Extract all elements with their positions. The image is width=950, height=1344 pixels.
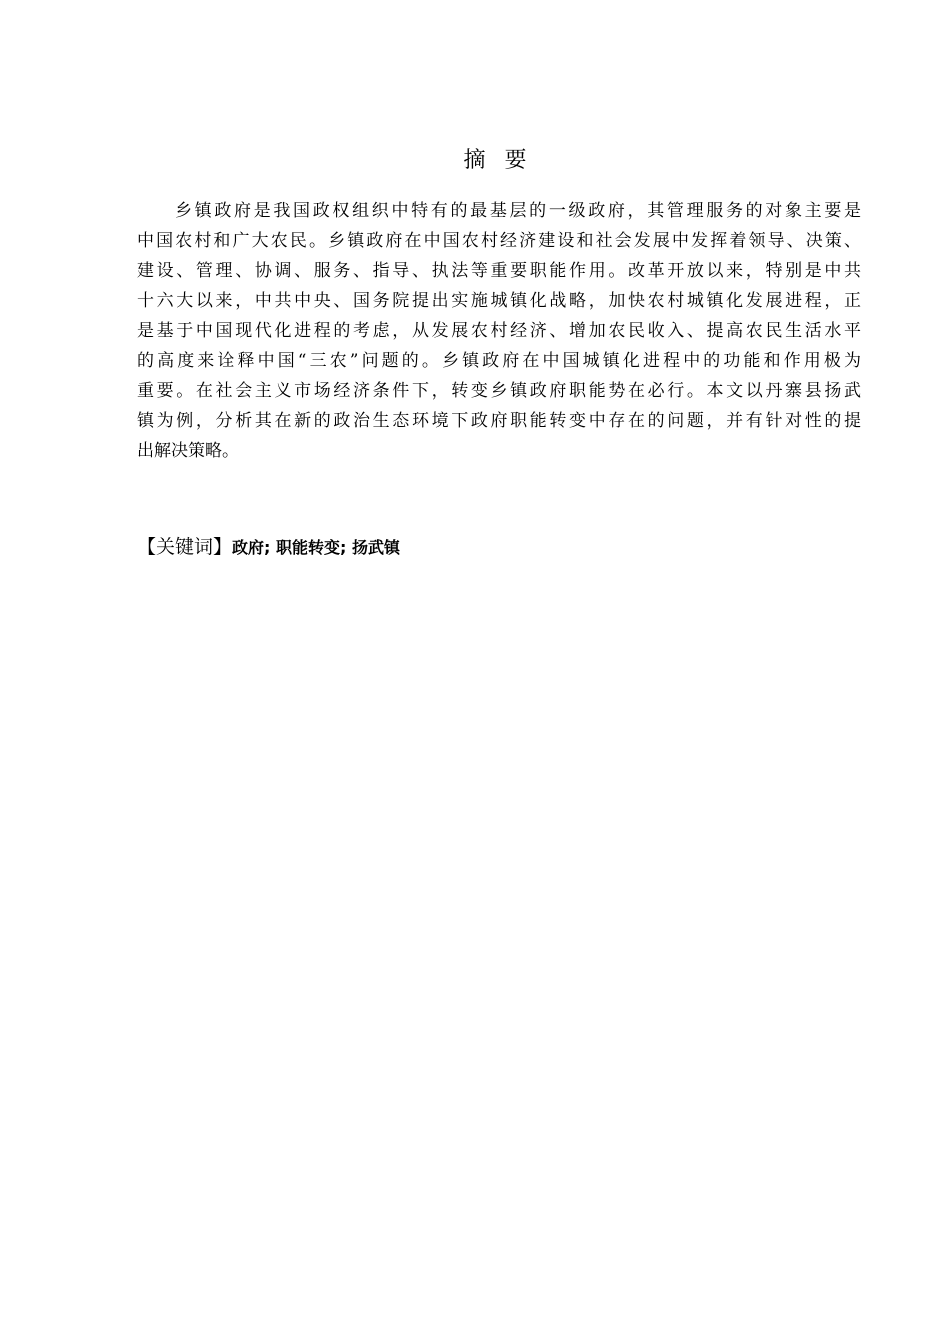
abstract-line: 十六大以来，中共中央、国务院提出实施城镇化战略，加快农村城镇化发展进程，正 xyxy=(137,291,861,311)
abstract-line: 乡镇政府是我国政权组织中特有的最基层的一级政府，其管理服务的对象主要是 xyxy=(175,201,861,221)
abstract-line: 建设、管理、协调、服务、指导、执法等重要职能作用。改革开放以来，特别是中共 xyxy=(137,261,861,281)
abstract-line: 出解决策略。 xyxy=(137,441,239,461)
abstract-line: 是基于中国现代化进程的考虑，从发展农村经济、增加农民收入、提高农民生活水平 xyxy=(137,321,861,341)
abstract-title: 摘 要 xyxy=(463,148,533,173)
abstract-line: 中国农村和广大农民。乡镇政府在中国农村经济建设和社会发展中发挥着领导、决策、 xyxy=(137,231,861,251)
abstract-line: 镇为例，分析其在新的政治生态环境下政府职能转变中存在的问题，并有针对性的提 xyxy=(137,411,861,431)
keywords-text: 政府; 职能转变; 扬武镇 xyxy=(232,538,400,557)
abstract-line: 的高度来诠释中国“三农”问题的。乡镇政府在中国城镇化进程中的功能和作用极为 xyxy=(137,351,861,371)
keywords-label: 【关键词】 xyxy=(137,536,233,558)
abstract-body xyxy=(137,196,861,466)
keywords-line xyxy=(137,532,400,563)
abstract-line: 重要。在社会主义市场经济条件下，转变乡镇政府职能势在必行。本文以丹寨县扬武 xyxy=(137,381,861,401)
